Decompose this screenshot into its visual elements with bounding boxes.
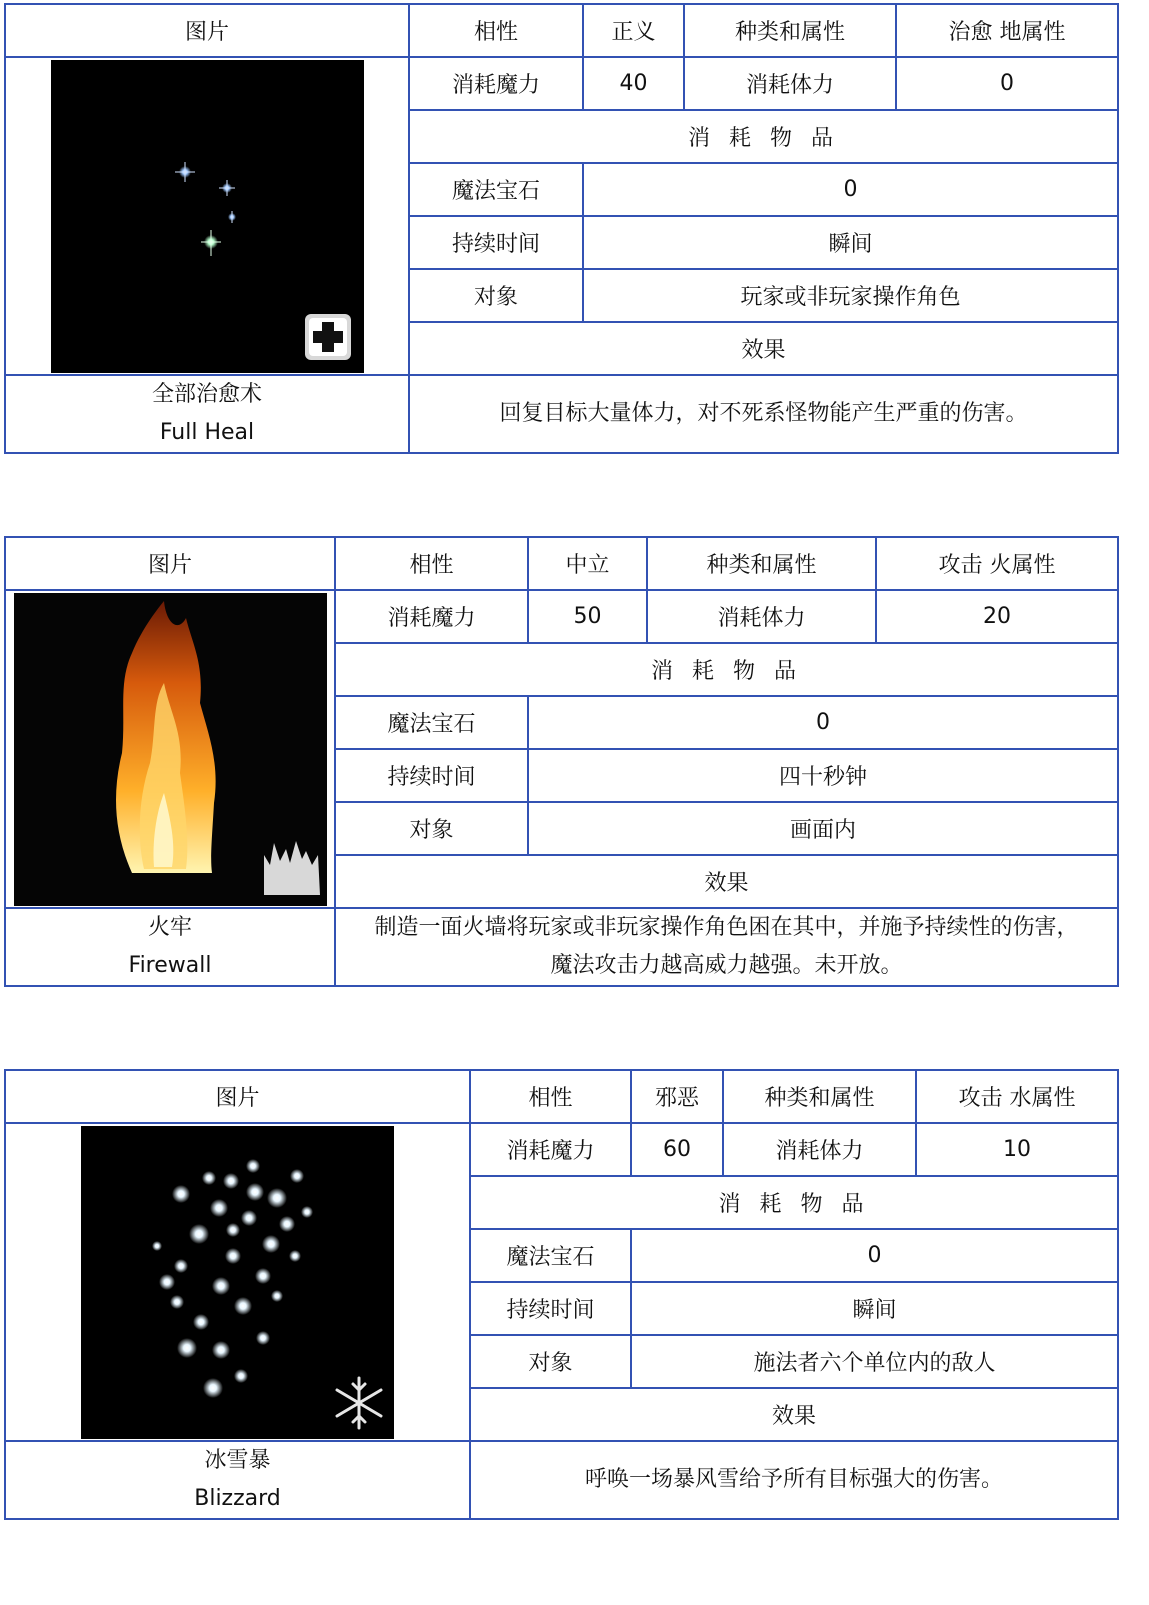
hp-label: 消耗体力 xyxy=(723,1123,916,1176)
affinity-value: 邪恶 xyxy=(631,1070,723,1123)
spell-image-cell xyxy=(5,590,335,908)
spell-name-cn: 全部治愈术 xyxy=(151,382,262,407)
mana-label: 消耗魔力 xyxy=(409,57,583,110)
spell-name xyxy=(5,908,335,986)
effect-header: 效果 xyxy=(335,855,1118,908)
header-image: 图片 xyxy=(5,1070,470,1123)
mana-value: 50 xyxy=(528,590,647,643)
gem-value: 0 xyxy=(631,1229,1118,1282)
target-value: 施法者六个单位内的敌人 xyxy=(631,1335,1118,1388)
spell-name-en: Blizzard xyxy=(194,1486,281,1511)
hp-value: 10 xyxy=(916,1123,1118,1176)
spell-name-en: Firewall xyxy=(128,953,212,978)
header-image: 图片 xyxy=(5,537,335,590)
spell-table-blizzard xyxy=(4,1069,1119,1520)
target-label: 对象 xyxy=(335,802,528,855)
affinity-value: 正义 xyxy=(583,4,684,57)
full-heal-image xyxy=(51,60,364,373)
target-label: 对象 xyxy=(409,269,583,322)
spell-table-full-heal xyxy=(4,3,1119,454)
consumables-header: 消 耗 物 品 xyxy=(409,110,1118,163)
mana-label: 消耗魔力 xyxy=(335,590,528,643)
spell-name xyxy=(5,1441,470,1519)
effect-line-2: 魔法攻击力越高威力越强。未开放。 xyxy=(550,953,903,978)
spell-image-cell xyxy=(5,57,409,375)
header-type-attr: 种类和属性 xyxy=(684,4,896,57)
spell-table-firewall xyxy=(4,536,1119,987)
effect-description: 回复目标大量体力，对不死系怪物能产生严重的伤害。 xyxy=(409,375,1118,453)
effect-line-1: 制造一面火墙将玩家或非玩家操作角色困在其中，并施予持续性的伤害， xyxy=(374,915,1079,940)
spell-name-en: Full Heal xyxy=(159,420,255,445)
heal-cross-icon xyxy=(305,314,351,360)
duration-value: 四十秒钟 xyxy=(528,749,1118,802)
spell-name-cn: 冰雪暴 xyxy=(204,1448,271,1473)
gem-label: 魔法宝石 xyxy=(335,696,528,749)
effect-description xyxy=(335,908,1118,986)
effect-header: 效果 xyxy=(470,1388,1118,1441)
header-affinity: 相性 xyxy=(335,537,528,590)
gem-label: 魔法宝石 xyxy=(409,163,583,216)
blizzard-image xyxy=(81,1126,394,1439)
hp-value: 0 xyxy=(896,57,1118,110)
target-label: 对象 xyxy=(470,1335,631,1388)
header-affinity: 相性 xyxy=(409,4,583,57)
type-attr-value: 攻击 火属性 xyxy=(876,537,1118,590)
duration-label: 持续时间 xyxy=(409,216,583,269)
gem-value: 0 xyxy=(583,163,1118,216)
affinity-value: 中立 xyxy=(528,537,647,590)
mana-value: 60 xyxy=(631,1123,723,1176)
duration-label: 持续时间 xyxy=(470,1282,631,1335)
consumables-header: 消 耗 物 品 xyxy=(335,643,1118,696)
consumables-header: 消 耗 物 品 xyxy=(470,1176,1118,1229)
target-value: 玩家或非玩家操作角色 xyxy=(583,269,1118,322)
gem-label: 魔法宝石 xyxy=(470,1229,631,1282)
hp-value: 20 xyxy=(876,590,1118,643)
hp-label: 消耗体力 xyxy=(647,590,876,643)
header-affinity: 相性 xyxy=(470,1070,631,1123)
effect-header: 效果 xyxy=(409,322,1118,375)
duration-label: 持续时间 xyxy=(335,749,528,802)
type-attr-value: 攻击 水属性 xyxy=(916,1070,1118,1123)
mana-value: 40 xyxy=(583,57,684,110)
gem-value: 0 xyxy=(528,696,1118,749)
mana-label: 消耗魔力 xyxy=(470,1123,631,1176)
spell-name-cn: 火牢 xyxy=(147,915,192,940)
spell-name xyxy=(5,375,409,453)
hp-label: 消耗体力 xyxy=(684,57,896,110)
firewall-image xyxy=(14,593,327,906)
type-attr-value: 治愈 地属性 xyxy=(896,4,1118,57)
effect-description: 呼唤一场暴风雪给予所有目标强大的伤害。 xyxy=(470,1441,1118,1519)
duration-value: 瞬间 xyxy=(583,216,1118,269)
duration-value: 瞬间 xyxy=(631,1282,1118,1335)
target-value: 画面内 xyxy=(528,802,1118,855)
header-type-attr: 种类和属性 xyxy=(723,1070,916,1123)
header-image: 图片 xyxy=(5,4,409,57)
spell-image-cell xyxy=(5,1123,470,1441)
header-type-attr: 种类和属性 xyxy=(647,537,876,590)
